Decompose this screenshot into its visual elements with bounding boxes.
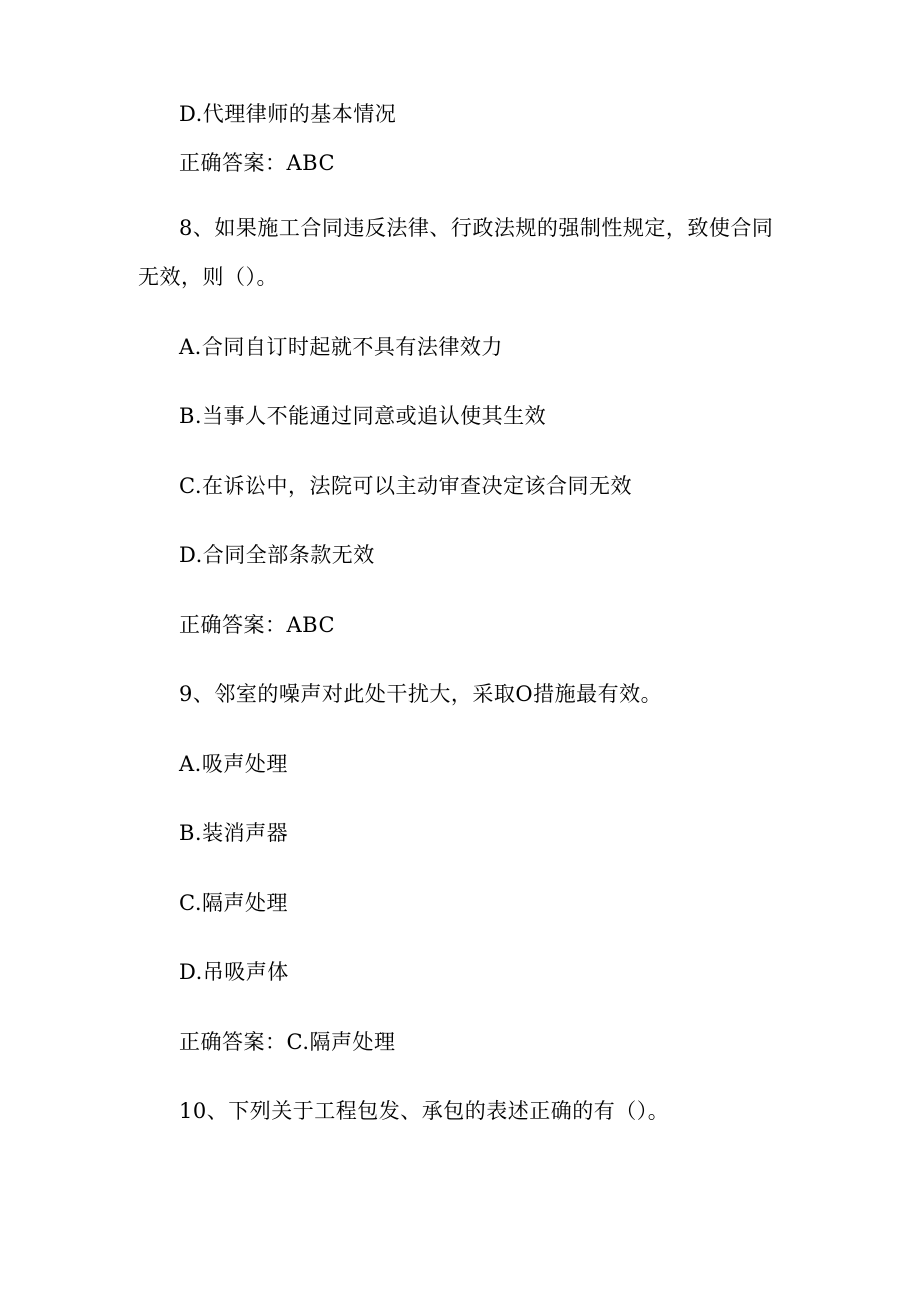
q7-answer: 正确答案：ABC: [179, 151, 336, 175]
q8-option-c: C.在诉讼中，法院可以主动审查决定该合同无效: [179, 474, 632, 498]
q10-question: 10、下列关于工程包发、承包的表述正确的有（）。: [179, 1099, 670, 1123]
q9-question: 9、邻室的噪声对此处干扰大，采取O措施最有效。: [179, 682, 663, 706]
q8-option-b: B.当事人不能通过同意或追认使其生效: [179, 404, 547, 428]
q7-option-d: D.代理律师的基本情况: [179, 102, 397, 126]
q8-question-line2: 无效，则（）。: [138, 265, 278, 289]
q9-option-d: D.吊吸声体: [179, 960, 289, 984]
q8-answer: 正确答案：ABC: [179, 613, 336, 637]
q9-option-b: B.装消声器: [179, 821, 289, 845]
q9-option-c: C.隔声处理: [179, 891, 288, 915]
q8-option-a: A.合同自订时起就不具有法律效力: [179, 335, 503, 359]
q8-question-line1: 8、如果施工合同违反法律、行政法规的强制性规定，致使合同: [179, 216, 774, 240]
q9-option-a: A.吸声处理: [179, 752, 288, 776]
q9-answer: 正确答案：C.隔声处理: [179, 1030, 396, 1054]
q8-option-d: D.合同全部条款无效: [179, 543, 375, 567]
